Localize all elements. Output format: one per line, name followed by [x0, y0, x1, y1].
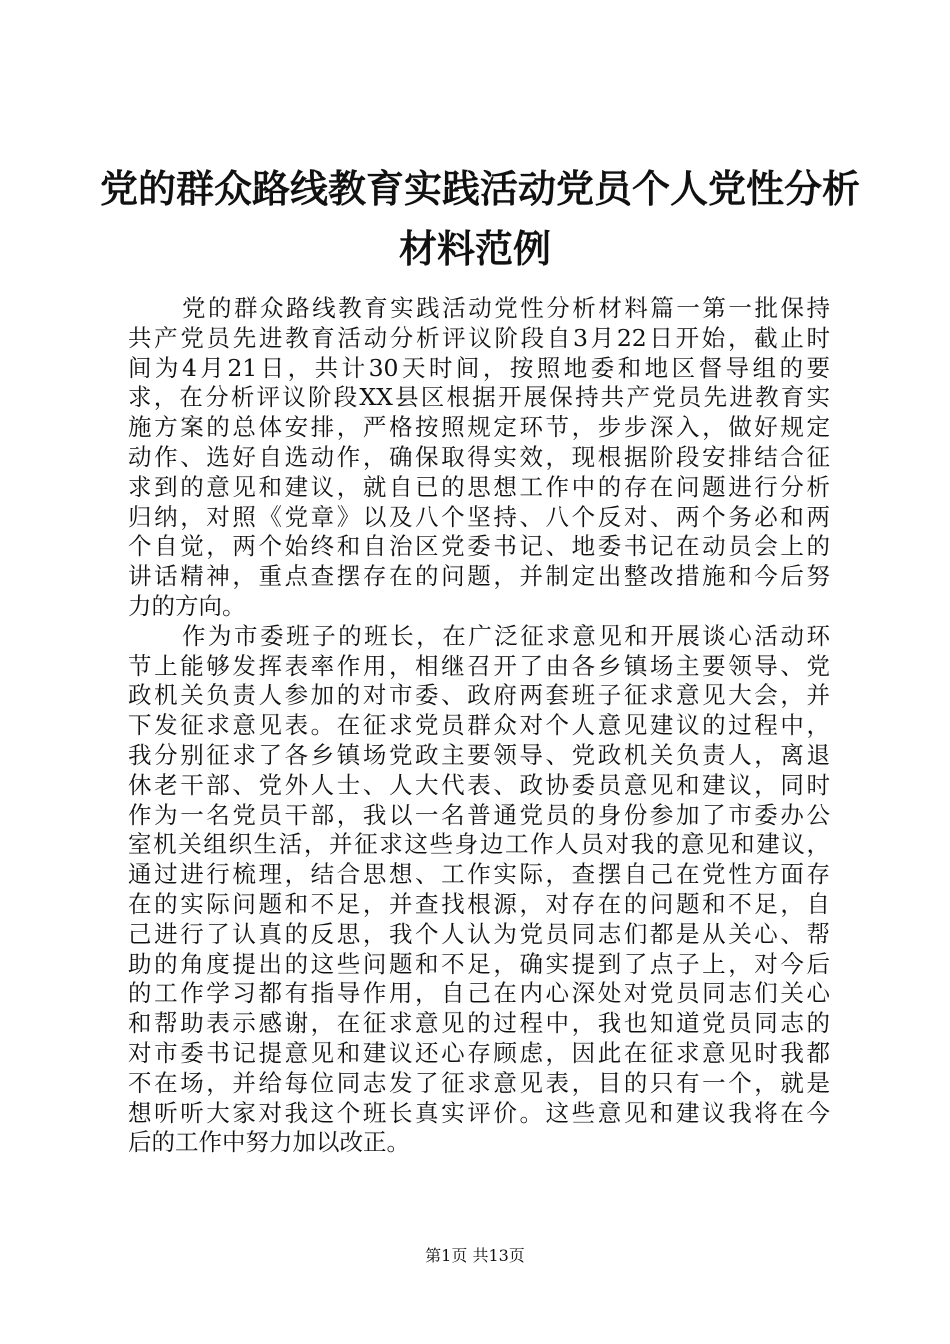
- paragraph-1-line: 归纳，对照《党章》以及八个坚持、八个反对、两个务必和两: [128, 502, 830, 531]
- paragraph-1-line: 共产党员先进教育活动分析评议阶段自3月22日开始，截止时: [128, 323, 830, 352]
- paragraph-2-line: 节上能够发挥表率作用，相继召开了由各乡镇场主要领导、党: [128, 651, 830, 680]
- document-title-line-1: 党的群众路线教育实践活动党员个人党性分析: [100, 166, 861, 211]
- paragraph-1-line: 施方案的总体安排，严格按照规定环节，步步深入，做好规定: [128, 413, 830, 442]
- paragraph-2-line: 通过进行梳理，结合思想、工作实际，查摆自己在党性方面存: [128, 860, 830, 889]
- paragraph-2-line: 在的实际问题和不足，并查找根源，对存在的问题和不足，自: [128, 889, 830, 918]
- paragraph-1-line: 讲话精神，重点查摆存在的问题，并制定出整改措施和今后努: [128, 562, 830, 591]
- paragraph-2-line: 己进行了认真的反思，我个人认为党员同志们都是从关心、帮: [128, 919, 830, 948]
- paragraph-2-line: 下发征求意见表。在征求党员群众对个人意见建议的过程中，: [128, 711, 830, 740]
- paragraph-1-line: 求到的意见和建议，就自已的思想工作中的存在问题进行分析: [128, 472, 830, 501]
- paragraph-1-line: 党的群众路线教育实践活动党性分析材料篇一第一批保持: [182, 294, 830, 322]
- paragraph-2-line: 作为一名党员干部，我以一名普通党员的身份参加了市委办公: [128, 800, 830, 829]
- paragraph-2-line: 休老干部、党外人士、人大代表、政协委员意见和建议，同时: [128, 770, 830, 799]
- paragraph-2-line: 作为市委班子的班长，在广泛征求意见和开展谈心活动环: [182, 621, 830, 650]
- paragraph-2-line: 助的角度提出的这些问题和不足，确实提到了点子上，对今后: [128, 949, 830, 978]
- paragraph-2-line: 我分别征求了各乡镇场党政主要领导、党政机关负责人，离退: [128, 740, 830, 769]
- paragraph-2-line: 想听听大家对我这个班长真实评价。这些意见和建议我将在今: [128, 1098, 830, 1127]
- paragraph-1-line: 求，在分析评议阶段XX县区根据开展保持共产党员先进教育实: [128, 383, 830, 412]
- paragraph-2-line: 政机关负责人参加的对市委、政府两套班子征求意见大会，并: [128, 681, 830, 710]
- paragraph-2-last-line: 后的工作中努力加以改正。: [128, 1128, 410, 1157]
- paragraph-2-line: 不在场，并给每位同志发了征求意见表，目的只有一个，就是: [128, 1068, 830, 1097]
- paragraph-2-line: 的工作学习都有指导作用，自己在内心深处对党员同志们关心: [128, 979, 830, 1008]
- page-number-footer: 第1页 共13页: [425, 1246, 525, 1265]
- document-body: [128, 294, 830, 1158]
- paragraph-1-line: 间为4月21日，共计30天时间，按照地委和地区督导组的要: [128, 353, 830, 382]
- paragraph-2-line: 和帮助表示感谢，在征求意见的过程中，我也知道党员同志的: [128, 1009, 830, 1038]
- paragraph-1-last-line: 力的方向。: [128, 591, 246, 620]
- document-title-line-2: 材料范例: [398, 226, 551, 271]
- paragraph-1-line: 动作、选好自选动作，确保取得实效，现根据阶段安排结合征: [128, 442, 830, 471]
- paragraph-2-line: 对市委书记提意见和建议还心存顾虑，因此在征求意见时我都: [128, 1038, 830, 1067]
- paragraph-2-line: 室机关组织生活，并征求这些身边工作人员对我的意见和建议，: [128, 830, 830, 859]
- paragraph-1-line: 个自觉，两个始终和自治区党委书记、地委书记在动员会上的: [128, 532, 830, 561]
